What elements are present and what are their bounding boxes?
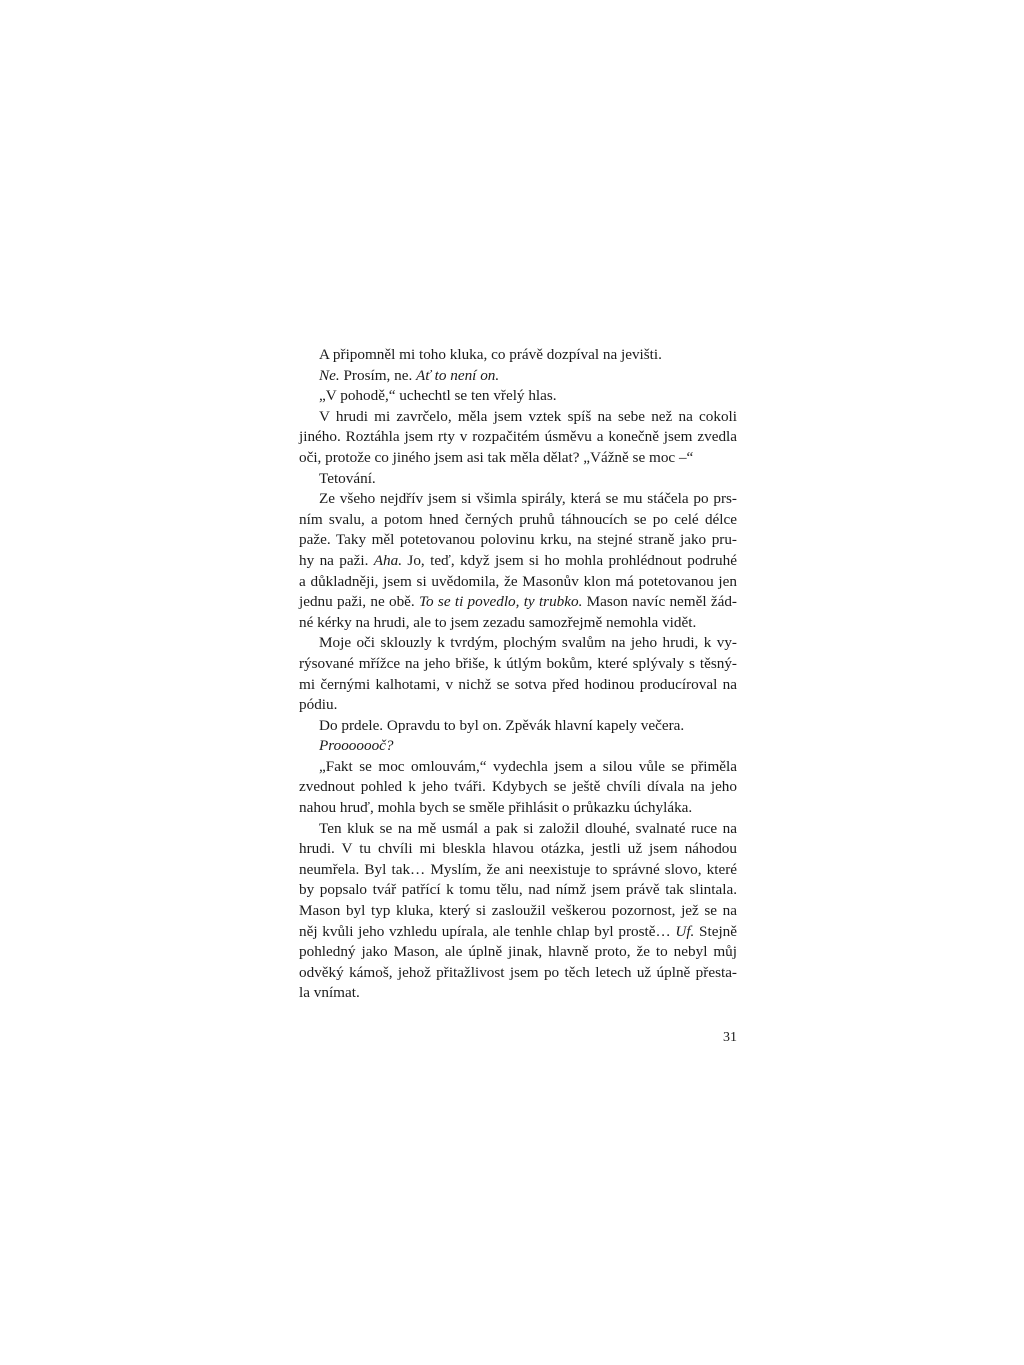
- text-line: [299, 489, 737, 510]
- text-segment: jednu paži, ne obě.: [299, 593, 419, 611]
- text-line: [299, 675, 737, 696]
- text-line: [299, 716, 737, 737]
- text-segment: Ten kluk se na mě usmál a pak si založil dlouhé, svalnaté ruce na: [319, 819, 737, 837]
- text-segment: V hrudi mi zavrčelo, měla jsem vztek spíš na sebe než na cokoli: [319, 407, 737, 425]
- text-line: [299, 963, 737, 984]
- text-segment: la vnímat.: [299, 984, 360, 1002]
- text-segment: Mason byl typ kluka, který si zasloužil veškerou pozornost, jež se na: [299, 902, 737, 920]
- text-line: [299, 613, 737, 634]
- text-segment: neumřela. Byl tak… Myslím, že ani neexistuje to správné slovo, které: [299, 860, 737, 878]
- text-line: [299, 510, 737, 531]
- text-line: [299, 777, 737, 798]
- text-segment: hy na paži.: [299, 551, 374, 569]
- text-line: [299, 798, 737, 819]
- text-line: [299, 922, 737, 943]
- text-segment: A připomněl mi toho kluka, co právě dozpíval na jevišti.: [319, 346, 662, 363]
- text-segment: jiného. Roztáhla jsem rty v rozpačitém úsměvu a konečně jsem zvedla: [299, 428, 737, 446]
- text-line: [299, 407, 737, 428]
- text-line: [299, 901, 737, 922]
- italic-text: Aha.: [373, 551, 403, 569]
- page-number: 31: [723, 1030, 737, 1045]
- text-segment: paže. Taky měl potetovanou polovinu krku, na stejné straně jako pru-: [299, 531, 737, 549]
- text-segment: a důkladněji, jsem si uvědomila, že Masonův klon má potetovanou jen: [299, 572, 737, 590]
- text-segment: Stejně: [694, 922, 738, 940]
- text-segment: zvednout pohled k jeho tváři. Kdybych se ještě chvíli dívala na jeho: [299, 778, 737, 796]
- text-segment: hrudi. V tu chvíli mi bleskla hlavou otázka, jestli už jsem náhodou: [299, 840, 737, 858]
- text-segment: Ze všeho nejdřív jsem si všimla spirály, která se mu stáčela po prs-: [319, 490, 737, 508]
- text-line: [299, 448, 737, 469]
- body-text: [299, 345, 737, 1004]
- text-segment: by popsalo tvář patřící k tomu tělu, nad nímž jsem právě tak slintala.: [299, 881, 737, 899]
- text-segment: oči, protože co jiného jsem asi tak měla dělat? „Vážně se moc –“: [299, 448, 694, 466]
- text-segment: Jo, teď, když jsem si ho mohla prohlédnout podruhé: [402, 551, 737, 569]
- text-segment: ním svalu, a potom hned černých pruhů táhnoucích se po celé délce: [299, 510, 737, 528]
- italic-text: Prooooooč?: [319, 737, 394, 755]
- text-line: [299, 345, 737, 366]
- text-line: [299, 839, 737, 860]
- text-segment: něj kvůli jeho vzhledu upírala, ale tenhle chlap byl prostě…: [299, 922, 676, 940]
- text-segment: nahou hruď, mohla bych se směle přihlásit o průkazku úchyláka.: [299, 799, 693, 817]
- text-segment: né kérky na hrudi, ale to jsem zezadu samozřejmě nemohla vidět.: [299, 613, 697, 631]
- text-line: [299, 736, 737, 757]
- text-segment: mi černými kalhotami, v nichž se sotva před hodinou producíroval na: [299, 675, 737, 693]
- italic-text: Uf.: [675, 922, 695, 940]
- text-line: [299, 757, 737, 778]
- text-line: [299, 880, 737, 901]
- text-segment: pohledný jako Mason, ale úplně jinak, hlavně proto, že to nebyl můj: [299, 943, 737, 961]
- text-segment: Mason navíc neměl žád-: [582, 593, 737, 611]
- text-line: [299, 530, 737, 551]
- text-line: [299, 427, 737, 448]
- text-segment: Moje oči sklouzly k tvrdým, plochým svalům na jeho hrudi, k vy-: [319, 634, 737, 652]
- text-line: [299, 572, 737, 593]
- text-line: [299, 860, 737, 881]
- text-segment: „Fakt se moc omlouvám,“ vydechla jsem a silou vůle se přiměla: [319, 757, 737, 775]
- text-line: [299, 592, 737, 613]
- text-segment: Do prdele. Opravdu to byl on. Zpěvák hlavní kapely večera.: [319, 716, 685, 734]
- italic-text: Ať to není on.: [416, 366, 500, 384]
- italic-text: Ne.: [319, 366, 340, 384]
- text-line: [299, 654, 737, 675]
- text-line: [299, 386, 737, 407]
- italic-text: To se ti povedlo, ty trubko.: [419, 593, 583, 611]
- text-line: [299, 633, 737, 654]
- text-line: [299, 819, 737, 840]
- text-line: [299, 366, 737, 387]
- text-segment: „V pohodě,“ uchechtl se ten vřelý hlas.: [319, 387, 557, 405]
- text-segment: pódiu.: [299, 696, 338, 714]
- text-segment: Prosím, ne.: [339, 366, 417, 384]
- text-line: [299, 942, 737, 963]
- text-line: [299, 695, 737, 716]
- text-line: [299, 551, 737, 572]
- text-segment: odvěký kámoš, jehož přitažlivost jsem po těch letech už úplně přesta-: [299, 963, 737, 981]
- text-segment: Tetování.: [319, 469, 376, 487]
- text-segment: rýsované mřížce na jeho břiše, k útlým bokům, které splývaly s těsný-: [299, 654, 737, 672]
- text-line: [299, 983, 737, 1004]
- text-line: [299, 469, 737, 490]
